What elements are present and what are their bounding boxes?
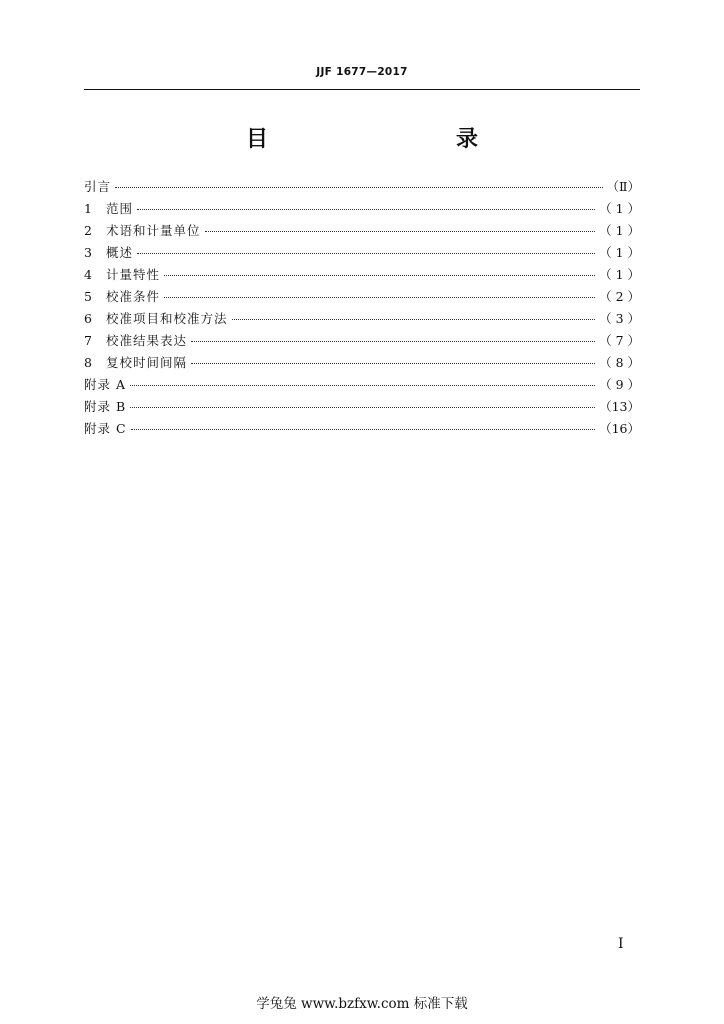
- toc-entry-number: 3: [84, 245, 92, 260]
- page-number: I: [618, 936, 624, 952]
- toc-entry-1[interactable]: [84, 198, 640, 220]
- toc-entry-page: （Ⅱ）: [606, 179, 640, 194]
- toc-entry-number: 8: [84, 355, 92, 370]
- toc-entry-label: 计量特性: [106, 267, 161, 282]
- toc-entry-2[interactable]: [84, 220, 640, 242]
- page-header-standard-code: JJF 1677—2017: [316, 66, 408, 78]
- toc-entry-number: 7: [84, 333, 92, 348]
- toc-leader-dots: [164, 297, 595, 298]
- toc-entry-label: 校准项目和校准方法: [106, 311, 228, 326]
- toc-entry-label: 概述: [106, 245, 134, 260]
- toc-entry-appendix-c[interactable]: [84, 418, 640, 440]
- toc-leader-dots: [130, 385, 595, 386]
- toc-leader-dots: [137, 253, 595, 254]
- table-of-contents: [84, 176, 640, 440]
- toc-title: 目 录: [245, 127, 526, 152]
- toc-entry-label: 校准条件: [106, 289, 161, 304]
- header-rule: [84, 89, 640, 90]
- toc-entry-5[interactable]: [84, 286, 640, 308]
- footer-watermark: 学兔兔 www.bzfxw.com 标准下载: [256, 996, 468, 1012]
- toc-entry-number: 1: [84, 201, 92, 216]
- toc-entry-label: 引言: [84, 179, 112, 194]
- toc-entry-number: 6: [84, 311, 92, 326]
- toc-entry-page: （ 1 ）: [599, 267, 640, 282]
- toc-entry-page: （16）: [599, 421, 640, 436]
- toc-entry-page: （13）: [599, 399, 640, 414]
- toc-entry-label: 附录 C: [84, 421, 127, 436]
- toc-entry-page: （ 1 ）: [599, 201, 640, 216]
- toc-entry-6[interactable]: [84, 308, 640, 330]
- toc-leader-dots: [205, 231, 596, 232]
- toc-leader-dots: [232, 319, 596, 320]
- toc-entry-page: （ 8 ）: [599, 355, 640, 370]
- toc-entry-8[interactable]: [84, 352, 640, 374]
- toc-entry-label: 术语和计量单位: [106, 223, 201, 238]
- toc-entry-preface[interactable]: [84, 176, 640, 198]
- toc-leader-dots: [130, 407, 595, 408]
- toc-entry-appendix-b[interactable]: [84, 396, 640, 418]
- toc-leader-dots: [191, 363, 595, 364]
- toc-entry-label: 复校时间间隔: [106, 355, 188, 370]
- toc-entry-label: 附录 A: [84, 377, 127, 392]
- toc-leader-dots: [137, 209, 595, 210]
- toc-entry-appendix-a[interactable]: [84, 374, 640, 396]
- toc-leader-dots: [131, 429, 596, 430]
- toc-entry-page: （ 1 ）: [599, 223, 640, 238]
- toc-leader-dots: [115, 187, 602, 188]
- toc-entry-label: 校准结果表达: [106, 333, 188, 348]
- toc-entry-number: 5: [84, 289, 92, 304]
- toc-leader-dots: [164, 275, 595, 276]
- toc-entry-4[interactable]: [84, 264, 640, 286]
- toc-entry-page: （ 2 ）: [599, 289, 640, 304]
- toc-leader-dots: [191, 341, 595, 342]
- toc-entry-page: （ 1 ）: [599, 245, 640, 260]
- toc-entry-7[interactable]: [84, 330, 640, 352]
- toc-entry-label: 范围: [106, 201, 134, 216]
- toc-entry-page: （ 7 ）: [599, 333, 640, 348]
- toc-entry-page: （ 3 ）: [599, 311, 640, 326]
- toc-entry-number: 2: [84, 223, 92, 238]
- toc-entry-3[interactable]: [84, 242, 640, 264]
- toc-entry-number: 4: [84, 267, 92, 282]
- toc-entry-page: （ 9 ）: [599, 377, 640, 392]
- toc-entry-label: 附录 B: [84, 399, 127, 414]
